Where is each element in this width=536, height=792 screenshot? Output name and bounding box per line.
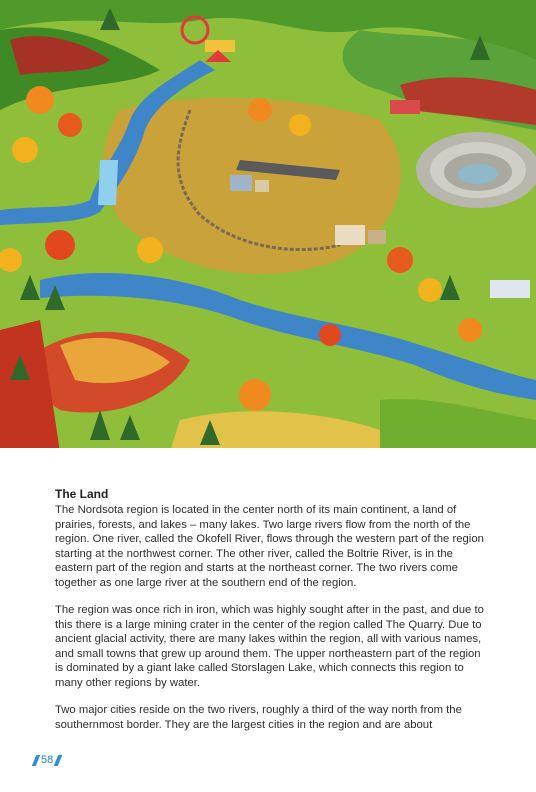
paragraph-2: The region was once rich in iron, which was highly sought after in the past, and due to this there is a large mining crater in the center of the region called The Quarry. Due to ancient glacial activity, there are many lakes within the region, all with various names, and small towns that grew up around them. The upper northeastern part of the region is dominated by a giant lake called Storslagen Lake, which connects this region to many other regions by water. [55,604,484,689]
paragraph-3: Two major cities reside on the two rivers, roughly a third of the way north from the southernmost border. They are the largest cities in the region and are about [55,704,462,731]
slash-decoration-icon [54,755,62,766]
section-heading: The Land [55,487,109,501]
page-footer [34,752,60,768]
article-body [55,487,485,745]
page-number: 58 [41,754,54,766]
paragraph-1: The Nordsota region is located in the center north of its main continent, a land of prairies, forests, and lakes – many lakes. Two large rivers flow from the north of the region. One river, called the Okofell River, flows through the western part of the region starting at the northwest corner. The other river, called the Boltrie River, is in the eastern part of the region and starts at the northeast corner. The two rivers come together as one large river at the southern end of the region. [55,504,484,589]
slash-decoration-icon [32,755,40,766]
